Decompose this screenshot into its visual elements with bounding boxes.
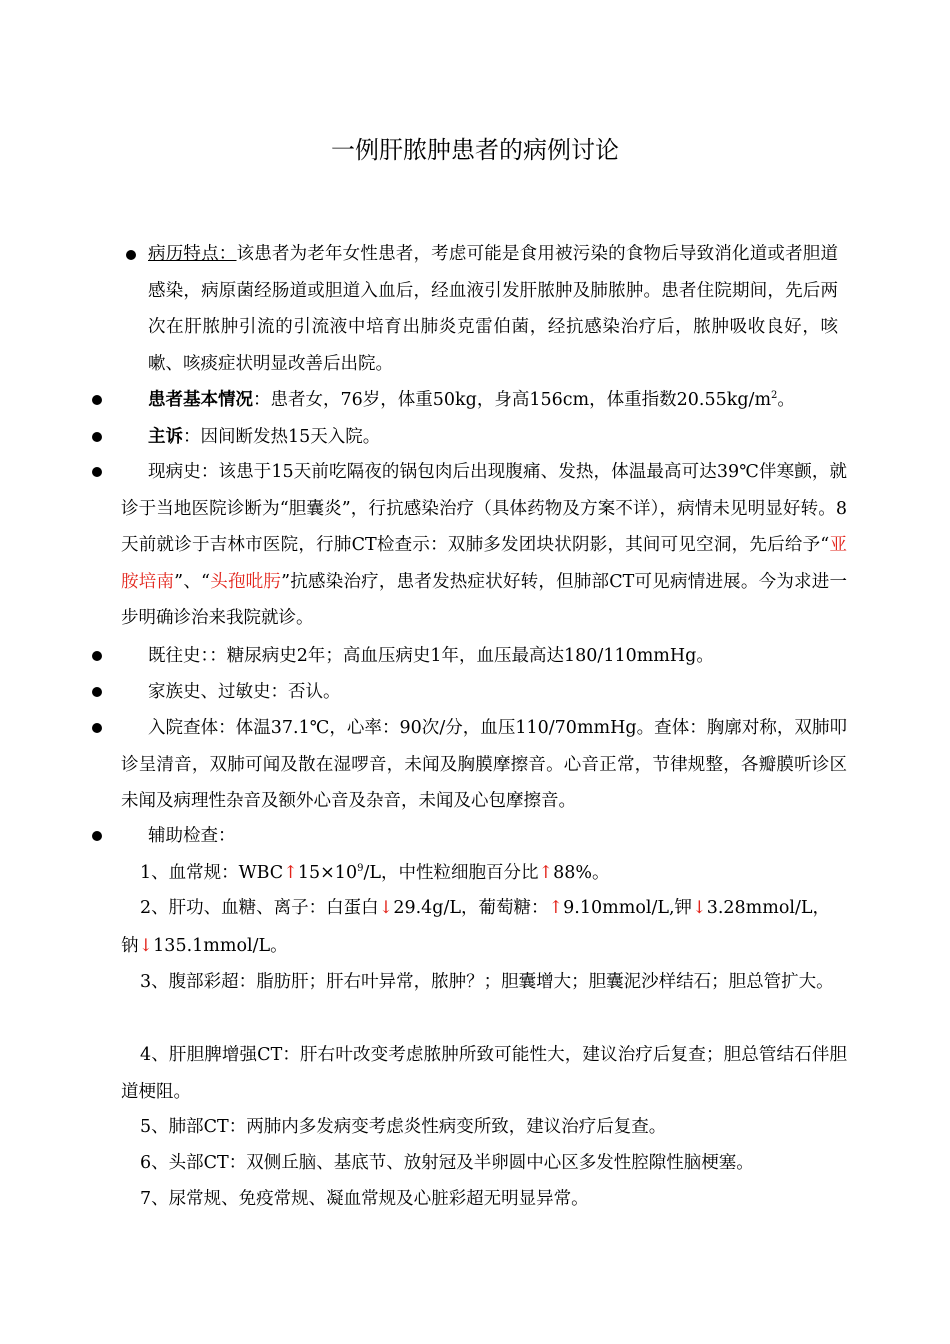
drug-cefepime: 头孢吡肟: [210, 571, 282, 592]
aux-exam-item-6: 6、头部CT：双侧丘脑、基底节、放射冠及半卵圆中心区多发性腔隙性脑梗塞。: [140, 1153, 754, 1173]
down-arrow-icon: ↓: [692, 898, 707, 918]
down-arrow-icon: ↓: [378, 898, 394, 918]
case-features-text: 该患者为老年女性患者，考虑可能是食用被污染的食物后导致消化道或者胆道感染，病原菌经肠道或胆道入血后，经血液引发肝脓肿及肺脓肿。患者住院期间，先后两次在肝脓肿引流的引流液中培育出肺炎克雷伯菌，经抗感染治疗后，脓肿吸收良好，咳嗽、咳痰症状明显改善后出院。: [148, 244, 839, 374]
aux-exam-item-2-cont: 钠↓135.1mmol/L。: [121, 936, 288, 956]
chief-complaint-label: 主诉: [148, 427, 183, 447]
basic-info-text: 患者女，76岁，体重50kg，身高156cm，体重指数20.55kg/m: [270, 390, 772, 410]
aux-exam-item-4: 4、肝胆脾增强CT：肝右叶改变考虑脓肿所致可能性大，建议治疗后复查；胆总管结石伴胆道梗阻。: [121, 1045, 847, 1102]
aux-exam-item-7: 7、尿常规、免疫常规、凝血常规及心脏彩超无明显异常。: [140, 1189, 589, 1209]
bullet-icon: [92, 395, 102, 405]
aux-exam-item-1: 1、血常规：$WBC↑15\times 10^9/L$，中性粒细胞百分比↑88%。: [140, 863, 610, 883]
aux-exam-item-2: 2、肝功、血糖、离子：白蛋白↓29.4g/L，葡萄糖：↑9.10mmol/L,钾↓3.28mmol/L，: [140, 898, 831, 918]
bullet-icon: [126, 250, 136, 260]
bullet-icon: [92, 432, 102, 442]
chief-complaint-text: 因间断发热15天入院。: [200, 427, 381, 447]
case-features-paragraph: [148, 236, 838, 382]
basic-info-label: 患者基本情况: [148, 390, 253, 410]
case-features-label: 病历特点：: [148, 244, 237, 264]
bullet-icon: [92, 831, 102, 841]
up-arrow-icon: ↑: [283, 863, 298, 883]
bullet-icon: [92, 723, 102, 733]
present-illness-paragraph: 现病史：该患于15天前吃隔夜的锅包肉后出现腹痛、发热，体温最高可达39℃伴寒颤，就诊于当地医院诊断为“胆囊炎”，行抗感染治疗（具体药物及方案不详），病情未见明显好转。8天前就诊于吉林市医院，行肺CT检查示：双肺多发团块状阴影，其间可见空洞，先后给予“亚胺培南”、“头孢吡肟”抗感染治疗，患者发热症状好转，但肺部CT可见病情进展。今为求进一步明确诊治来我院就诊。: [121, 462, 848, 628]
chief-complaint-line: 主诉：因间断发热15天入院。: [148, 427, 381, 447]
bullet-icon: [92, 651, 102, 661]
family-history-line: 家族史、过敏史：否认。: [148, 682, 341, 702]
drug-imipenem: 亚胺培南: [121, 535, 848, 592]
down-arrow-icon: ↓: [138, 936, 154, 956]
aux-exam-item-3: 3、腹部彩超：脂肪肝；肝右叶异常，脓肿？；胆囊增大；胆囊泥沙样结石；胆总管扩大。: [140, 972, 834, 992]
bullet-icon: [92, 467, 102, 477]
up-arrow-icon: ↑: [538, 863, 554, 883]
aux-exam-item-5: 5、肺部CT：两肺内多发病变考虑炎性病变所致，建议治疗后复查。: [140, 1117, 667, 1137]
aux-exam-label: 辅助检查：: [148, 826, 236, 846]
up-arrow-icon: ↑: [548, 898, 564, 918]
document-title: 一例肝脓肿患者的病例讨论: [331, 136, 619, 164]
bullet-icon: [92, 687, 102, 697]
past-history-line: 既往史：：糖尿病史2年；高血压病史1年，血压最高达180/110mmHg。: [148, 646, 714, 666]
physical-exam-paragraph: 入院查体：体温37.1℃，心率：90次/分，血压110/70mmHg。查体：胸廓对称，双肺叩诊呈清音，双肺可闻及散在湿啰音，未闻及胸膜摩擦音。心音正常，节律规整，各瓣膜听诊区未闻及病理性杂音及额外心音及杂音，未闻及心包摩擦音。: [121, 718, 847, 811]
basic-info-line: 患者基本情况：患者女，76岁，体重50kg，身高156cm，体重指数$20.55kg/m^2$。: [148, 390, 795, 410]
